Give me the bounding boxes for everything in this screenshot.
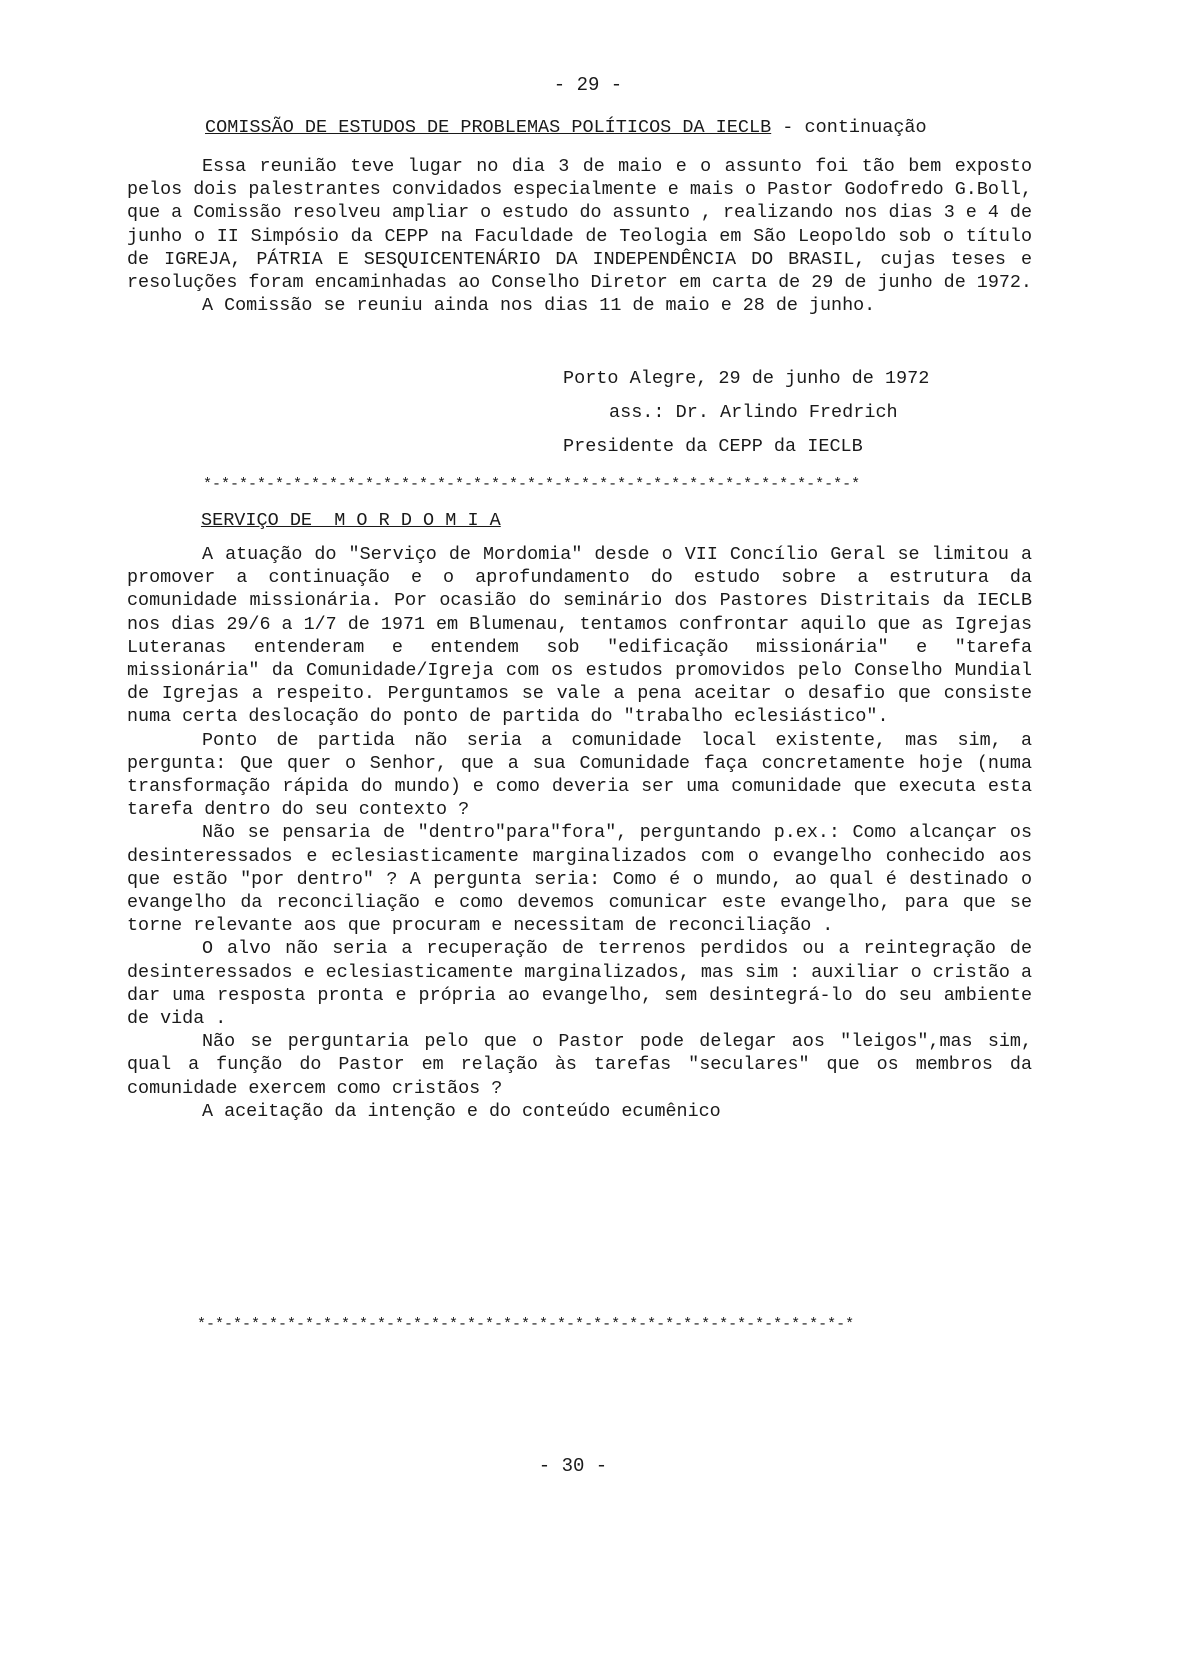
signature-role: Presidente da CEPP da IECLB — [563, 436, 863, 457]
section-body-mordomia — [127, 543, 1032, 1123]
paragraph: Não se perguntaria pelo que o Pastor pode delegar aos "leigos",mas sim, qual a função do Pastor em relação às tarefas "seculares" que os membros da comunidade exercem como cristãos ? — [127, 1031, 1032, 1099]
section-body-comissao — [127, 155, 1032, 317]
section-heading-title: COMISSÃO DE ESTUDOS DE PROBLEMAS POLÍTICOS DA IECLB — [205, 117, 772, 138]
paragraph: Ponto de partida não seria a comunidade local existente, mas sim, a pergunta: Que quer o Senhor, que a sua Comunidade faça concretamente hoje (numa transformação rápida do mundo) e como deveria ser uma comunidade que executa esta tarefa dentro do seu contexto ? — [127, 729, 1032, 821]
paragraph: Não se pensaria de "dentro"para"fora", perguntando p.ex.: Como alcançar os desinteressados e eclesiasticamente marginalizados com o evangelho conhecido aos que estão "por dentro" ? A pergunta seria: Como é o mundo, ao qual é destinado o evangelho da reconciliação e como devemos comunicar este evangelho, para que se torne relevante aos que procuram e necessitam de reconciliação . — [127, 822, 1032, 937]
separator-line: *-*-*-*-*-*-*-*-*-*-*-*-*-*-*-*-*-*-*-*-*-*-*-*-*-*-*-*-*-*-*-*-*-*-*-*-* — [203, 476, 861, 493]
signature-block — [563, 362, 929, 464]
paragraph: A aceitação da intenção e do conteúdo ecumênico — [202, 1100, 721, 1122]
section-heading-suffix: - continuação — [771, 117, 927, 138]
paragraph: O alvo não seria a recuperação de terrenos perdidos ou a reintegração de desinteressados e eclesiasticamente marginalizados, mas sim : auxiliar o cristão a dar uma resposta pronta e própria ao evangelho, sem desintegrá-lo do seu ambiente de vida . — [127, 938, 1032, 1030]
paragraph: A Comissão se reuniu ainda nos dias 11 de maio e 28 de junho. — [202, 295, 876, 317]
paragraph: A atuação do "Serviço de Mordomia" desde o VII Concílio Geral se limitou a promover a continuação e o aprofundamento do estudo sobre a estrutura da comunidade missionária. Por ocasião do seminário dos Pastores Distritais da IECLB nos dias 29/6 a 1/7 de 1971 em Blumenau, tentamos confrontar aquilo que as Igrejas Luteranas entenderam e entendem sob "edificação missionária" e "tarefa missionária" da Comunidade/Igreja com os estudos promovidos pelo Conselho Mundial de Igrejas a respeito. Perguntamos se vale a pena aceitar o desafio que consiste numa certa deslocação do ponto de partida do "trabalho eclesiástico". — [127, 544, 1032, 728]
paragraph: Essa reunião teve lugar no dia 3 de maio e o assunto foi tão bem exposto pelos dois palestrantes convidados especialmente e mais o Pastor Godofredo G.Boll, que a Comissão resolveu ampliar o estudo do assunto , realizando nos dias 3 e 4 de junho o II Simpósio da CEPP na Faculdade de Teologia em São Leopoldo sob o título de IGREJA, PÁTRIA E SESQUICENTENÁRIO DA INDEPENDÊNCIA DO BRASIL, cujas teses e resoluções foram encaminhadas ao Conselho Diretor em carta de 29 de junho de 1972. — [127, 156, 1032, 294]
section-heading-title: SERVIÇO DE M O R D O M I A — [201, 510, 501, 531]
page-number-bottom: - 30 - — [538, 1455, 608, 1477]
section-heading-mordomia — [201, 510, 501, 531]
signature-name: ass.: Dr. Arlindo Fredrich — [609, 402, 898, 423]
section-heading-comissao — [205, 117, 927, 138]
separator-line: *-*-*-*-*-*-*-*-*-*-*-*-*-*-*-*-*-*-*-*-*-*-*-*-*-*-*-*-*-*-*-*-*-*-*-*-* — [197, 1316, 855, 1333]
page-number-top: - 29 - — [553, 74, 623, 96]
signature-place-date: Porto Alegre, 29 de junho de 1972 — [563, 368, 930, 389]
